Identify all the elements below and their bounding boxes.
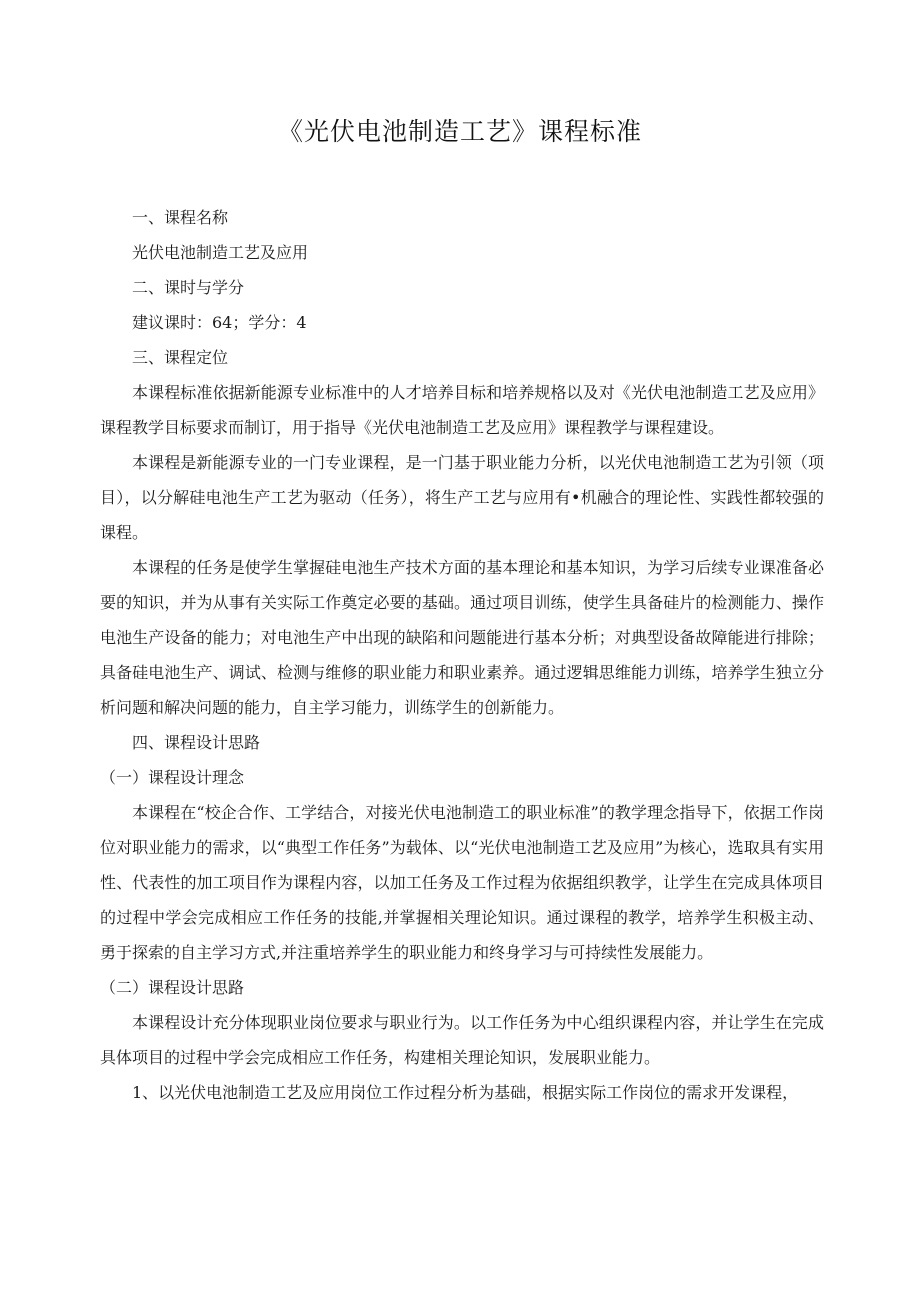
section-heading-hours-credits: 二、课时与学分: [132, 278, 245, 297]
section-heading-positioning: 三、课程定位: [132, 348, 229, 367]
design-concept-paragraph: 本课程在“校企合作、工学结合，对接光伏电池制造工的职业标准”的教学理念指导下，依据工作岗位对职业能力的需求，以“典型工作任务”为载体、以“光伏电池制造工艺及应用”为核心，选取具有实用性、代表性的加工项目作为课程内容，以加工任务及工作过程为依据组织教学，让学生在完成具体项目的过程中学会完成相应工作任务的技能,并掌握相关理论知识。通过课程的教学，培养学生积极主动、勇于探索的自主学习方式,并注重培养学生的职业能力和终身学习与可持续性发展能力。: [100, 803, 824, 962]
positioning-paragraph-2: 本课程是新能源专业的一门专业课程，是一门基于职业能力分析，以光伏电池制造工艺为引领（项目），以分解硅电池生产工艺为驱动（任务），将生产工艺与应用有•机融合的理论性、实践性都较强的课程。: [100, 453, 824, 542]
subsection-heading-design-concept: （一）课程设计理念: [100, 768, 245, 787]
positioning-paragraph-1: 本课程标准依据新能源专业标准中的人才培养目标和培养规格以及对《光伏电池制造工艺及应用》课程教学目标要求而制订，用于指导《光伏电池制造工艺及应用》课程教学与课程建设。: [100, 383, 824, 437]
document-body: [100, 200, 824, 1110]
design-approach-item-1: 1、以光伏电池制造工艺及应用岗位工作过程分析为基础，根据实际工作岗位的需求开发课程，: [132, 1083, 799, 1102]
course-name-value: 光伏电池制造工艺及应用: [132, 243, 309, 262]
design-approach-paragraph: 本课程设计充分体现职业岗位要求与职业行为。以工作任务为中心组织课程内容，并让学生在完成具体项目的过程中学会完成相应工作任务，构建相关理论知识，发展职业能力。: [100, 1013, 824, 1067]
section-heading-design: 四、课程设计思路: [132, 733, 261, 752]
hours-credits-value: 建议课时：64；学分：4: [132, 313, 307, 332]
positioning-paragraph-3: 本课程的任务是使学生掌握硅电池生产技术方面的基本理论和基本知识，为学习后续专业课准备必要的知识，并为从事有关实际工作奠定必要的基础。通过项目训练，使学生具备硅片的检测能力、操作电池生产设备的能力；对电池生产中出现的缺陷和问题能进行基本分析；对典型设备故障能进行排除；具备硅电池生产、调试、检测与维修的职业能力和职业素养。通过逻辑思维能力训练，培养学生独立分析问题和解决问题的能力，自主学习能力，训练学生的创新能力。: [100, 558, 824, 717]
section-heading-course-name: 一、课程名称: [132, 208, 229, 227]
subsection-heading-design-approach: （二）课程设计思路: [100, 978, 245, 997]
document-title: 《光伏电池制造工艺》课程标准: [277, 117, 642, 146]
